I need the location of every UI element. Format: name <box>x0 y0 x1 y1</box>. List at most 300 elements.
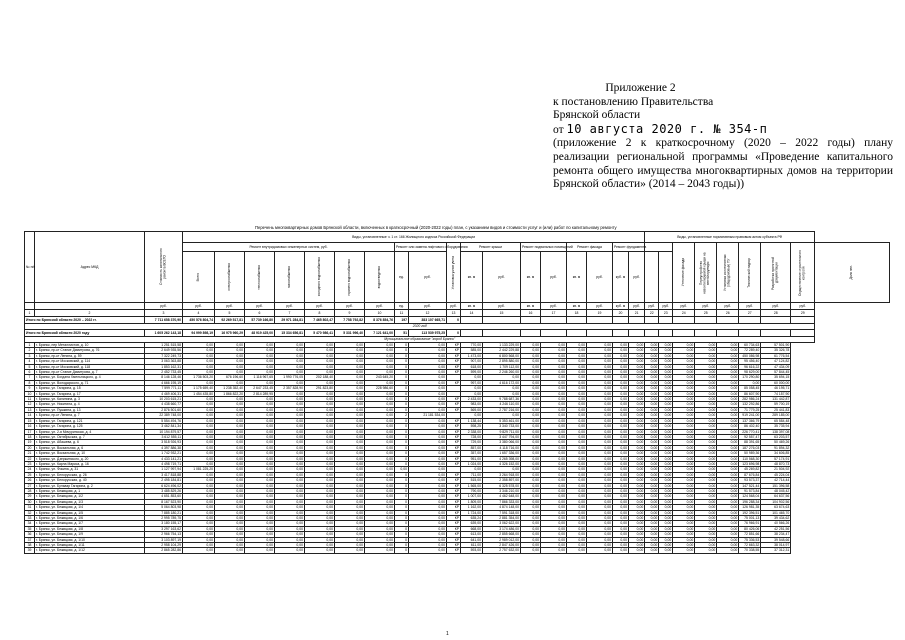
table-cell: 0,00 <box>409 467 447 472</box>
table-cell: 1 081 225,20 <box>183 467 215 472</box>
table-cell: 24 <box>25 467 35 472</box>
table-cell: 0,00 <box>629 370 645 375</box>
table-cell: 0,00 <box>613 391 629 396</box>
col-roof-conversion: Переустройство невентилируемой крыши на вентилируемую <box>695 243 717 303</box>
table-cell: 1 162,00 <box>461 505 483 510</box>
table-cell: 0,00 <box>695 483 717 488</box>
table-cell: 0,00 <box>365 451 395 456</box>
column-number: 22 <box>645 310 659 317</box>
table-cell: 45 269,82 <box>739 467 761 472</box>
table-cell: 0,00 <box>335 521 365 526</box>
table-cell: 0,00 <box>645 359 659 364</box>
table-cell: 0,00 <box>629 505 645 510</box>
table-cell: 0 <box>395 434 409 439</box>
units-row <box>25 303 890 310</box>
table-cell: 0,00 <box>645 429 659 434</box>
table-cell: 0,00 <box>587 445 613 450</box>
table-cell: 101 465,70 <box>761 510 791 515</box>
unit-cell: ед. <box>395 303 409 310</box>
table-cell: 611,00 <box>461 543 483 548</box>
table-cell: 75 336,53 <box>739 537 761 542</box>
table-cell: 0,00 <box>335 461 365 466</box>
table-cell: 88 391,65 <box>739 440 761 445</box>
table-cell: 0,00 <box>659 424 673 429</box>
table-cell: 196 288,34 <box>739 499 761 504</box>
table-cell: 0,00 <box>365 516 395 521</box>
table-cell: 0,00 <box>245 461 275 466</box>
table-cell: 0,00 <box>673 375 695 380</box>
table-cell: 0,00 <box>645 532 659 537</box>
table-cell: 0,00 <box>335 429 365 434</box>
table-cell: 0,00 <box>659 451 673 456</box>
table-cell: 2 <box>395 413 409 418</box>
table-cell: КР <box>447 445 461 450</box>
table-cell: 0,00 <box>613 537 629 542</box>
table-cell: 0,00 <box>629 348 645 353</box>
table-cell: 3 063 363,88 <box>145 359 183 364</box>
table-cell: 0,00 <box>613 370 629 375</box>
table-cell: 170 290,80 <box>739 375 761 380</box>
col-extra-b <box>659 252 673 303</box>
table-cell: 4 246 110,00 <box>483 402 521 407</box>
table-cell <box>659 330 673 337</box>
table-cell: 0,00 <box>409 343 447 348</box>
table-cell: КР <box>447 407 461 412</box>
table-cell: 0,00 <box>613 472 629 477</box>
table-cell: 0,00 <box>587 402 613 407</box>
table-cell: 0,00 <box>645 380 659 385</box>
unit-cell: руб. <box>275 303 305 310</box>
table-cell: 0,00 <box>275 343 305 348</box>
table-cell: 0,00 <box>305 440 335 445</box>
table-cell: 47 124,82 <box>761 359 791 364</box>
unit-cell: руб. <box>739 303 761 310</box>
table-cell: 0,00 <box>645 543 659 548</box>
column-number: 25 <box>695 310 717 317</box>
table-cell: 0,00 <box>613 521 629 526</box>
table-cell: 0,00 <box>645 424 659 429</box>
table-cell: 8 <box>25 380 35 385</box>
table-cell: 75 001,13 <box>739 516 761 521</box>
column-number: 20 <box>613 310 629 317</box>
table-cell: 98 629,00 <box>739 370 761 375</box>
table-cell: 0,00 <box>629 364 645 369</box>
table-cell: 1 133 229,00 <box>483 343 521 348</box>
table-cell: 0,00 <box>215 451 245 456</box>
region-line: Брянской области <box>553 109 641 122</box>
table-cell: 0 <box>395 359 409 364</box>
table-cell: 0,00 <box>409 440 447 445</box>
table-cell: 2 649 935,56 <box>145 348 183 353</box>
table-cell: 0,00 <box>695 548 717 553</box>
table-cell: 0,00 <box>521 505 541 510</box>
table-cell: г. Брянск, ул. Гагарина, д. 125 <box>35 424 145 429</box>
table-cell: 2 495 184,81 <box>145 478 183 483</box>
table-cell: 0,00 <box>567 424 587 429</box>
table-cell: 0,00 <box>365 505 395 510</box>
table-cell: 0,00 <box>305 451 335 456</box>
table-cell: 0,00 <box>409 445 447 450</box>
table-cell: 0,00 <box>409 532 447 537</box>
table-cell: 0,00 <box>695 413 717 418</box>
table-cell: 0,00 <box>521 397 541 402</box>
table-cell: КР <box>447 521 461 526</box>
table-cell: 0,00 <box>717 537 739 542</box>
column-number: 26 <box>717 310 739 317</box>
table-cell: 0,00 <box>183 440 215 445</box>
table-cell: 0 <box>447 317 461 324</box>
table-cell <box>761 317 791 324</box>
table-cell: 0,00 <box>483 413 521 418</box>
table-cell: г. Брянск, пр-кт Ленина, д. 59 <box>35 353 145 358</box>
table-cell: 0,00 <box>587 440 613 445</box>
table-cell: 0,00 <box>305 516 335 521</box>
table-cell: 0,00 <box>409 472 447 477</box>
table-cell: 0,00 <box>659 548 673 553</box>
table-cell: 0,00 <box>695 343 717 348</box>
table-cell: 0,00 <box>409 407 447 412</box>
group-housing-code: Виды, установленные ч. 1 ст. 166 Жилищного кодекса Российской Федерации <box>183 232 645 243</box>
table-cell: 676 196,60 <box>215 375 245 380</box>
table-cell: 9 <box>25 386 35 391</box>
table-cell: 0 <box>395 488 409 493</box>
table-cell: 124 568,04 <box>739 494 761 499</box>
table-cell: 0 <box>395 402 409 407</box>
table-cell: 0,00 <box>183 483 215 488</box>
table-cell: 5 353 461,00 <box>483 418 521 423</box>
table-cell: 0,00 <box>695 386 717 391</box>
table-cell: 1 251 515,58 <box>145 343 183 348</box>
table-cell: 0,00 <box>365 521 395 526</box>
table-cell: 0,00 <box>275 537 305 542</box>
table-cell: 0,00 <box>613 478 629 483</box>
table-cell: 2 865 282,86 <box>145 548 183 553</box>
table-cell: 0,00 <box>629 391 645 396</box>
table-cell: 0,00 <box>335 370 365 375</box>
table-cell: 18 <box>25 434 35 439</box>
table-cell: 0,00 <box>659 510 673 515</box>
unit-cell: кв. м <box>521 303 541 310</box>
table-cell: 0,00 <box>645 348 659 353</box>
table-cell: 0,00 <box>483 375 521 380</box>
table-cell: 0,00 <box>567 516 587 521</box>
table-cell: 0,00 <box>521 543 541 548</box>
table-cell: КР <box>447 397 461 402</box>
table-cell: 0,00 <box>215 483 245 488</box>
table-cell: 0,00 <box>567 510 587 515</box>
table-cell: 72 851,66 <box>739 532 761 537</box>
table-cell: 0,00 <box>541 526 567 531</box>
table-cell: 123 696,98 <box>739 461 761 466</box>
table-cell: 0,00 <box>673 505 695 510</box>
table-cell: 0,00 <box>613 343 629 348</box>
table-cell: 0,00 <box>365 407 395 412</box>
table-cell: 0,00 <box>673 445 695 450</box>
table-cell: 0 <box>395 380 409 385</box>
table-cell: 0,00 <box>335 380 365 385</box>
table-cell: КР <box>447 353 461 358</box>
table-cell: 0 <box>395 532 409 537</box>
table-cell: 5 554 494,76 <box>145 418 183 423</box>
col-supervision: Технический надзор <box>739 243 761 303</box>
col-common-meters: Установка коллективных (общедомовых) ПУ <box>717 243 739 303</box>
table-cell: 3 103 897,19 <box>145 537 183 542</box>
table-cell: 0,00 <box>629 537 645 542</box>
table-cell: 0,00 <box>673 499 695 504</box>
table-cell: 0,00 <box>717 456 739 461</box>
table-cell: 0,00 <box>613 532 629 537</box>
table-cell: 635,24 <box>461 516 483 521</box>
table-cell: 0 <box>395 505 409 510</box>
table-cell: 0,00 <box>275 413 305 418</box>
table-cell: 5 331 996,40 <box>335 330 365 337</box>
table-cell: 0,00 <box>673 353 695 358</box>
sub-spacer <box>645 243 673 252</box>
unit-cell: руб. <box>305 303 335 310</box>
table-cell: 226 770,41 <box>739 429 761 434</box>
table-cell: г. Брянск, ул. Гагарина, д. 15 <box>35 386 145 391</box>
table-cell: 0,00 <box>613 380 629 385</box>
table-cell: 15 334 656,81 <box>275 330 305 337</box>
table-cell: 4 469 406,31 <box>145 391 183 396</box>
table-cell: 0,00 <box>567 364 587 369</box>
table-cell: 0,00 <box>613 434 629 439</box>
table-cell: 110 568,30 <box>739 456 761 461</box>
table-cell: 0 <box>447 330 461 337</box>
table-wrapper <box>24 231 890 631</box>
table-cell: 0,00 <box>695 380 717 385</box>
sub-basement: Ремонт подвальных помещений <box>521 243 567 252</box>
table-cell: 0,00 <box>629 440 645 445</box>
table-cell: 0,00 <box>717 516 739 521</box>
table-cell: 7 322 249,73 <box>145 353 183 358</box>
table-cell: 2 246 260,00 <box>483 370 521 375</box>
table-cell: 0,00 <box>645 370 659 375</box>
table-cell: 0,00 <box>215 397 245 402</box>
table-cell <box>739 330 761 337</box>
table-cell: 0,00 <box>521 532 541 537</box>
table-cell: 0,00 <box>215 364 245 369</box>
table-cell: 0,00 <box>541 516 567 521</box>
table-cell: 0,00 <box>521 418 541 423</box>
table-cell: 0,00 <box>541 353 567 358</box>
table-cell: 0,00 <box>567 343 587 348</box>
table-cell: 0,00 <box>409 386 447 391</box>
col-lift-units: ед. <box>395 252 409 303</box>
table-cell: 0,00 <box>335 526 365 531</box>
table-cell: 60 734,63 <box>739 343 761 348</box>
table-cell: 0,00 <box>629 429 645 434</box>
table-cell: 0,00 <box>629 434 645 439</box>
table-cell: 0,00 <box>275 510 305 515</box>
table-cell: 0,00 <box>659 407 673 412</box>
table-cell: 0,00 <box>245 440 275 445</box>
table-cell: 0,00 <box>335 488 365 493</box>
table-cell: 0 <box>395 483 409 488</box>
table-cell: 0,00 <box>613 483 629 488</box>
table-cell: 38 234,47 <box>761 532 791 537</box>
table-cell: 7 758 792,82 <box>335 317 365 324</box>
table-cell: 0,00 <box>659 494 673 499</box>
table-cell <box>629 317 645 324</box>
table-cell: 0,00 <box>215 505 245 510</box>
table-cell: 0,00 <box>183 488 215 493</box>
table-cell: 21 181 534,00 <box>409 413 447 418</box>
table-cell: 29 971 284,81 <box>275 317 305 324</box>
table-cell: 63 674,63 <box>761 505 791 510</box>
table-cell: г. Брянск, ул. Бежицкая, д. 1/2 <box>35 494 145 499</box>
table-cell: 0,00 <box>587 353 613 358</box>
table-cell: 0,00 <box>695 359 717 364</box>
table-cell: 57 739 166,80 <box>245 317 275 324</box>
table-cell: 0,00 <box>695 526 717 531</box>
table-cell: 0,00 <box>245 424 275 429</box>
table-cell: 4 498 719,71 <box>145 461 183 466</box>
unit-cell: куб. м <box>613 303 629 310</box>
table-cell: 0,00 <box>613 386 629 391</box>
table-cell: 0,00 <box>717 353 739 358</box>
table-cell: 0,00 <box>335 386 365 391</box>
table-cell: 0,00 <box>305 445 335 450</box>
table-cell: 10 203 615,21 <box>145 397 183 402</box>
table-cell: 95 456,40 <box>739 359 761 364</box>
table-cell: 0,00 <box>245 543 275 548</box>
table-cell: 3 485 829,26 <box>145 488 183 493</box>
table-cell: 243 645,20 <box>365 375 395 380</box>
table-cell: 0,00 <box>587 451 613 456</box>
table-cell: 202 188,40 <box>305 375 335 380</box>
table-cell: г. Брянск, пр-кт Московский, д. 114 <box>35 359 145 364</box>
table-cell: 0 <box>395 521 409 526</box>
table-cell: 0,00 <box>629 451 645 456</box>
table-cell: 0,00 <box>587 424 613 429</box>
table-cell: 0,00 <box>215 478 245 483</box>
col-facade-area: кв. м <box>567 252 587 303</box>
table-cell: 0,00 <box>717 478 739 483</box>
table-cell <box>739 317 761 324</box>
table-cell: 0,00 <box>717 548 739 553</box>
table-cell: 29 <box>25 494 35 499</box>
table-cell: 0,00 <box>183 413 215 418</box>
table-cell: 0,00 <box>335 505 365 510</box>
table-cell: 22 389 748,00 <box>145 413 183 418</box>
table-cell: 0,00 <box>629 413 645 418</box>
table-cell: 0,00 <box>695 434 717 439</box>
table-cell: 65 584,48 <box>761 418 791 423</box>
table-cell: 0,00 <box>567 397 587 402</box>
table-cell: 0,00 <box>335 418 365 423</box>
table-cell: 0,00 <box>183 494 215 499</box>
table-cell: 0,00 <box>659 375 673 380</box>
table-cell: 37 312,31 <box>761 548 791 553</box>
table-cell: 3 <box>25 353 35 358</box>
table-cell: 0,00 <box>335 391 365 396</box>
col-eng-total: Всего <box>183 252 215 303</box>
table-cell: 92 557,47 <box>739 434 761 439</box>
table-cell: 0,00 <box>541 343 567 348</box>
table-cell: 0,00 <box>245 359 275 364</box>
col-extra-a <box>645 252 659 303</box>
appendix-body: (приложение 2 к краткосрочному (2020 – 2022 годы) плану реализации региональной программы «Проведение капитального ремонта общего имущества многоквартирных домов на территории Брянской области» (2014 – 2043 годы)) <box>553 137 893 191</box>
table-cell: 0,00 <box>629 343 645 348</box>
table-cell: 1 724,00 <box>461 510 483 515</box>
table-cell: 0,00 <box>275 380 305 385</box>
table-cell: 0,00 <box>335 364 365 369</box>
table-cell: 0,00 <box>245 532 275 537</box>
table-cell: г. Брянск, ул. Вокзальная, д. 6 <box>35 445 145 450</box>
table-cell: 0,00 <box>215 413 245 418</box>
table-cell: 0,00 <box>305 353 335 358</box>
table-cell: 515,00 <box>461 478 483 483</box>
table-cell: 0,00 <box>365 402 395 407</box>
table-cell: 1 116 967,65 <box>245 375 275 380</box>
table-cell: 0,00 <box>275 499 305 504</box>
table-cell: 0,00 <box>215 380 245 385</box>
table-cell: 0,00 <box>183 456 215 461</box>
table-cell: 0,00 <box>541 397 567 402</box>
table-cell: 0,00 <box>541 543 567 548</box>
table-cell: 0,00 <box>183 478 215 483</box>
sub-foundation: Ремонт фундамента <box>613 243 645 252</box>
table-cell: г. Брянск, ул. Бежицкая, д. 1/7 <box>35 521 145 526</box>
table-cell: 0,00 <box>365 348 395 353</box>
table-cell: 0,00 <box>461 467 483 472</box>
table-cell: 0,00 <box>409 375 447 380</box>
table-cell: 0,00 <box>717 532 739 537</box>
table-cell: 0,00 <box>275 359 305 364</box>
table-cell: КР <box>447 461 461 466</box>
table-cell: 0,00 <box>717 375 739 380</box>
table-cell <box>567 330 587 337</box>
table-cell: 0,00 <box>335 483 365 488</box>
table-cell: 0,00 <box>215 424 245 429</box>
table-cell <box>645 330 659 337</box>
table-cell: 0,00 <box>659 434 673 439</box>
column-number: 6 <box>245 310 275 317</box>
table-cell: 0,00 <box>587 364 613 369</box>
table-cell: 2 814 289,95 <box>245 391 275 396</box>
table-cell: 0,00 <box>659 380 673 385</box>
table-cell: 0,00 <box>613 456 629 461</box>
table-cell: 0,00 <box>673 467 695 472</box>
table-cell: 0,00 <box>521 424 541 429</box>
table-cell: г. Брянск, ул. 2-я Мичуринская, д. 4 <box>35 429 145 434</box>
table-cell: 0,00 <box>365 364 395 369</box>
table-cell: 60 000,00 <box>761 380 791 385</box>
table-cell: 1 605 262 143,18 <box>145 330 183 337</box>
table-cell: 0,00 <box>695 418 717 423</box>
sub-roof: Ремонт крыши <box>461 243 521 252</box>
table-cell: 0,00 <box>659 343 673 348</box>
table-cell: 0,00 <box>695 472 717 477</box>
table-cell: 0,00 <box>365 413 395 418</box>
table-cell: 0,00 <box>335 343 365 348</box>
table-cell <box>673 317 695 324</box>
table-cell: 3 174 486,00 <box>483 526 521 531</box>
table-cell: 0,00 <box>645 397 659 402</box>
table-cell: 613,00 <box>461 532 483 537</box>
table-cell: 57 501,90 <box>761 343 791 348</box>
table-cell: 10 194 879,57 <box>145 429 183 434</box>
table-cell: 0,00 <box>541 359 567 364</box>
col-lift-rub: руб. <box>409 252 447 303</box>
table-cell: 0,00 <box>365 483 395 488</box>
table-cell: 0,00 <box>275 391 305 396</box>
table-cell: 2 876 501,60 <box>145 407 183 412</box>
table-cell: 0,00 <box>305 348 335 353</box>
unit-cell: руб. <box>673 303 695 310</box>
column-number: 17 <box>541 310 567 317</box>
